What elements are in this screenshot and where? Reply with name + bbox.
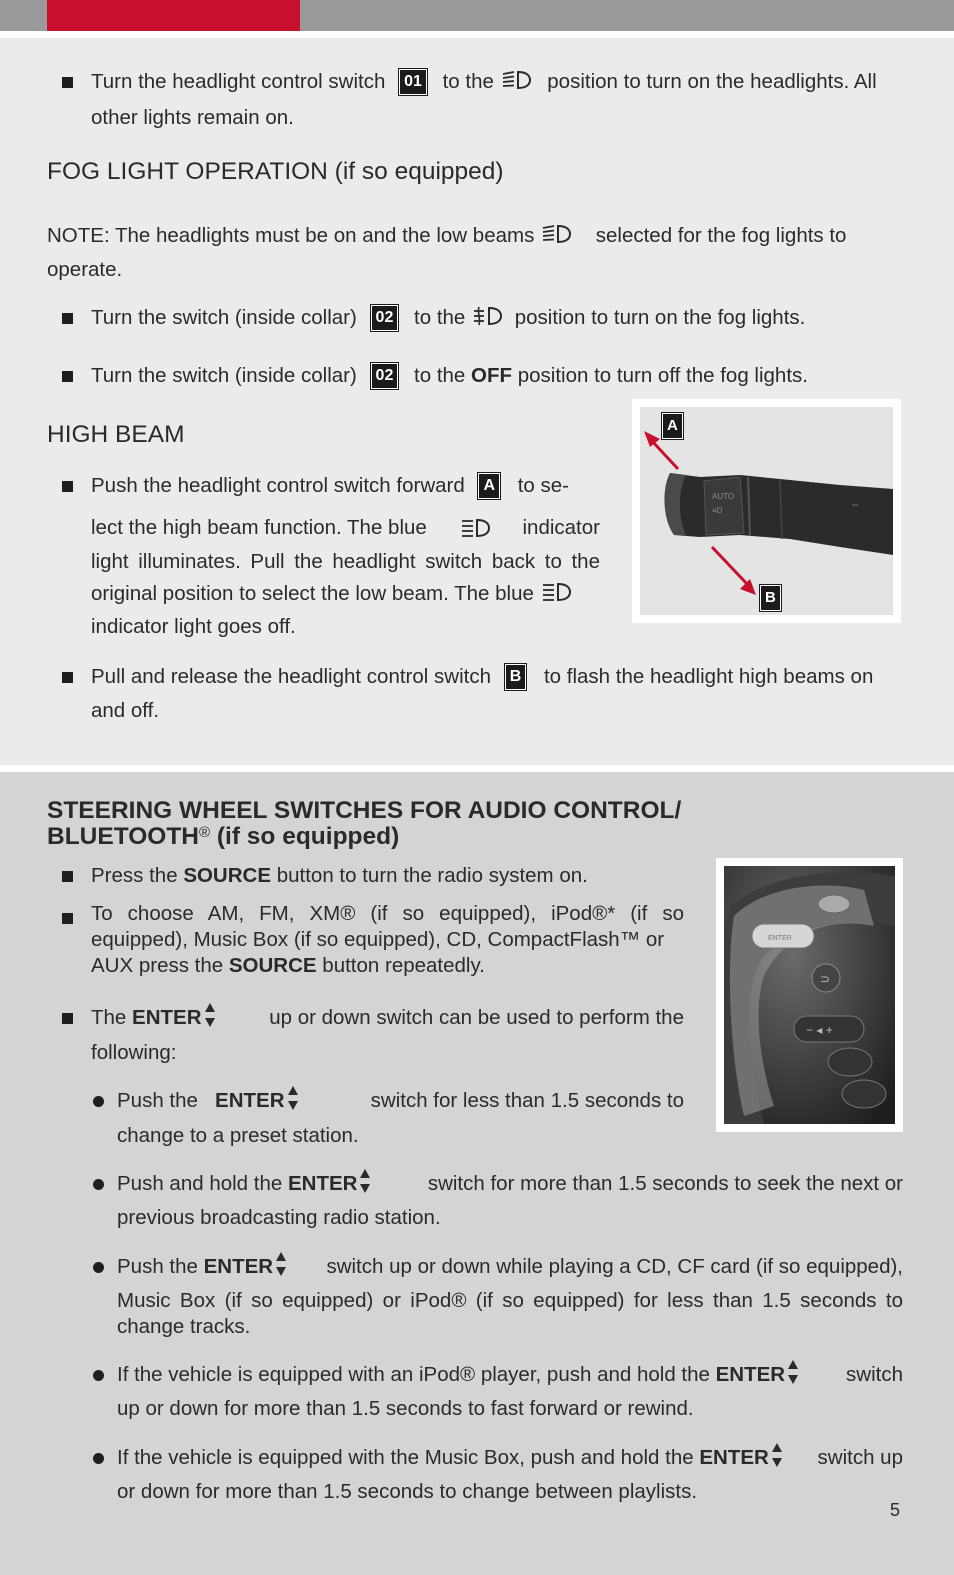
high-push-line4 xyxy=(91,577,572,611)
sub5-line1 xyxy=(117,1441,903,1475)
svg-text:⇔: ⇔ xyxy=(850,499,860,510)
sub4-line1 xyxy=(117,1358,903,1392)
badge-02: 02 xyxy=(371,363,399,389)
text: Push and hold the xyxy=(117,1172,283,1195)
enter-updown-icon xyxy=(359,1168,371,1194)
headlight-bullet-line2: other lights remain on. xyxy=(91,106,294,129)
text: position to turn on the headlights. All xyxy=(547,70,877,93)
fog-heading: FOG LIGHT OPERATION (if so equipped) xyxy=(47,158,504,185)
off-label: OFF xyxy=(471,364,513,387)
text: to flash the headlight high beams on xyxy=(543,665,874,688)
sub3-line1 xyxy=(117,1250,903,1284)
text: switch up or down while playing a CD, CF card (if so equipped), xyxy=(326,1255,903,1278)
enter-label: ENTER xyxy=(132,1006,202,1029)
text: to se- xyxy=(517,474,570,497)
text: selected for the fog lights to xyxy=(595,224,847,247)
bullet xyxy=(62,481,73,492)
text: equipped), Music Box (if so equipped), CD, CompactFlash™ or xyxy=(91,928,665,951)
enter-label: ENTER xyxy=(215,1089,285,1112)
sub2-line2: previous broadcasting radio station. xyxy=(117,1206,441,1229)
figure-label-a: A xyxy=(662,413,683,439)
text xyxy=(117,1358,799,1392)
headlight-bullet-line1 xyxy=(91,65,903,99)
bullet xyxy=(62,871,73,882)
sub-bullet xyxy=(93,1453,104,1464)
text: BLUETOOTH xyxy=(47,823,199,850)
high-beam-icon xyxy=(459,517,491,539)
sub1-line2: change to a preset station. xyxy=(117,1124,359,1147)
high-push-line5: indicator light goes off. xyxy=(91,615,296,638)
text xyxy=(91,1001,216,1035)
text: Push the headlight control switch forward xyxy=(91,474,465,497)
text: The xyxy=(91,1006,127,1029)
sub-bullet xyxy=(93,1370,104,1381)
section-separator xyxy=(0,765,954,772)
text xyxy=(117,1084,299,1118)
svg-text:⊃: ⊃ xyxy=(820,972,831,986)
registered-mark: ® xyxy=(199,824,211,841)
text: up or down switch can be used to perform the xyxy=(269,1006,684,1029)
note-line2: operate. xyxy=(47,258,123,281)
high-beam-icon xyxy=(540,581,572,603)
stalk-figure xyxy=(632,399,901,623)
sub4-line2: up or down for more than 1.5 seconds to fast forward or rewind. xyxy=(117,1397,694,1420)
text: switch for more than 1.5 seconds to seek the next or xyxy=(427,1172,903,1195)
text: indicator xyxy=(522,516,600,539)
high-push-line2 xyxy=(91,511,600,545)
enter-label: ENTER xyxy=(203,1255,274,1278)
badge-a: A xyxy=(478,473,500,499)
enter-updown-icon xyxy=(771,1442,783,1468)
text: position to turn on the fog lights. xyxy=(514,306,806,329)
badge-b: B xyxy=(505,664,527,690)
steering-figure xyxy=(716,858,903,1132)
bullet xyxy=(62,913,73,924)
text: to the xyxy=(442,70,494,93)
badge-02: 02 xyxy=(371,305,399,331)
enter-bullet-line2: following: xyxy=(91,1041,177,1064)
audio-heading-line1: STEERING WHEEL SWITCHES FOR AUDIO CONTROL/ xyxy=(47,797,682,824)
low-beam-icon xyxy=(540,223,572,245)
enter-updown-icon xyxy=(787,1359,799,1385)
fog-light-icon xyxy=(471,305,503,327)
text: If the vehicle is equipped with the Music Box, push and hold the xyxy=(117,1446,694,1469)
sub-bullet xyxy=(93,1179,104,1190)
sub5-line2: or down for more than 1.5 seconds to change between playlists. xyxy=(117,1480,698,1503)
text: Push the xyxy=(117,1255,198,1278)
text xyxy=(117,1441,783,1475)
sub-bullet xyxy=(93,1262,104,1273)
source-choose-bullet xyxy=(91,901,684,979)
svg-text:≡D: ≡D xyxy=(712,506,723,515)
steering-wheel-switches-image xyxy=(724,866,895,1124)
high-beam-heading: HIGH BEAM xyxy=(47,421,185,448)
bullet xyxy=(62,1013,73,1024)
enter-updown-icon xyxy=(275,1251,287,1277)
text: position to turn off the fog lights. xyxy=(517,364,808,387)
bullet xyxy=(62,313,73,324)
bullet xyxy=(62,371,73,382)
enter-label: ENTER xyxy=(715,1363,786,1386)
fog-off-bullet xyxy=(91,359,808,393)
header-accent xyxy=(47,0,300,31)
high-pull-line1 xyxy=(91,660,873,694)
enter-label: ENTER xyxy=(287,1172,358,1195)
audio-heading-line2 xyxy=(47,823,399,850)
svg-text:ENTER: ENTER xyxy=(768,935,792,942)
bullet xyxy=(62,672,73,683)
text: to the xyxy=(414,364,466,387)
source-label: SOURCE xyxy=(228,954,317,977)
text: Pull and release the headlight control switch xyxy=(91,665,491,688)
sub3-line3: change tracks. xyxy=(117,1315,251,1338)
text: switch xyxy=(846,1363,903,1386)
text: To choose AM, FM, XM® (if so equipped), iPod®* (if so xyxy=(91,902,684,925)
enter-updown-icon xyxy=(287,1085,299,1111)
text xyxy=(91,953,684,979)
badge-01: 01 xyxy=(399,69,427,95)
sub3-line2: Music Box (if so equipped) or iPod® (if so equipped) for less than 1.5 seconds to xyxy=(117,1289,903,1312)
enter-updown-icon xyxy=(204,1002,216,1028)
sub-bullet xyxy=(93,1096,104,1107)
text: Turn the headlight control switch xyxy=(91,70,386,93)
note-line1 xyxy=(47,219,903,253)
fog-on-bullet xyxy=(91,301,805,335)
high-push-line3: light illuminates. Pull the headlight switch back to the xyxy=(91,550,600,573)
text: switch up xyxy=(817,1446,903,1469)
enter-label: ENTER xyxy=(699,1446,769,1469)
text: Turn the switch (inside collar) xyxy=(91,306,357,329)
high-pull-line2: and off. xyxy=(91,699,160,722)
text: If the vehicle is equipped with an iPod® player, push and hold the xyxy=(117,1363,710,1386)
figure-label-b: B xyxy=(760,585,781,611)
text: Push the xyxy=(117,1089,198,1112)
text: AUX press the xyxy=(91,954,224,977)
header-gap xyxy=(0,31,954,38)
text xyxy=(117,1250,287,1284)
text: (if so equipped) xyxy=(210,823,400,850)
source-bullet xyxy=(91,859,588,893)
svg-text:AUTO: AUTO xyxy=(712,492,735,501)
page-number: 5 xyxy=(890,1500,901,1520)
headlight-icon xyxy=(500,69,532,91)
text: switch for less than 1.5 seconds to xyxy=(370,1089,684,1112)
text: NOTE: The headlights must be on and the low beams xyxy=(47,224,535,247)
text: to the xyxy=(414,306,466,329)
high-push-line1 xyxy=(91,469,600,503)
header-bar xyxy=(0,0,954,31)
text: lect the high beam function. The blue xyxy=(91,516,427,539)
text: Press the xyxy=(91,864,178,887)
sub1-line1 xyxy=(117,1084,684,1118)
text: button to turn the radio system on. xyxy=(276,864,588,887)
text: original position to select the low beam. The blue xyxy=(91,582,534,605)
text xyxy=(117,1167,371,1201)
enter-bullet-line1 xyxy=(91,1001,684,1035)
source-label: SOURCE xyxy=(183,864,272,887)
text: button repeatedly. xyxy=(322,954,485,977)
svg-text:− ◂ +: − ◂ + xyxy=(806,1023,833,1037)
text: Turn the switch (inside collar) xyxy=(91,364,357,387)
bullet xyxy=(62,77,73,88)
sub2-line1 xyxy=(117,1167,903,1201)
